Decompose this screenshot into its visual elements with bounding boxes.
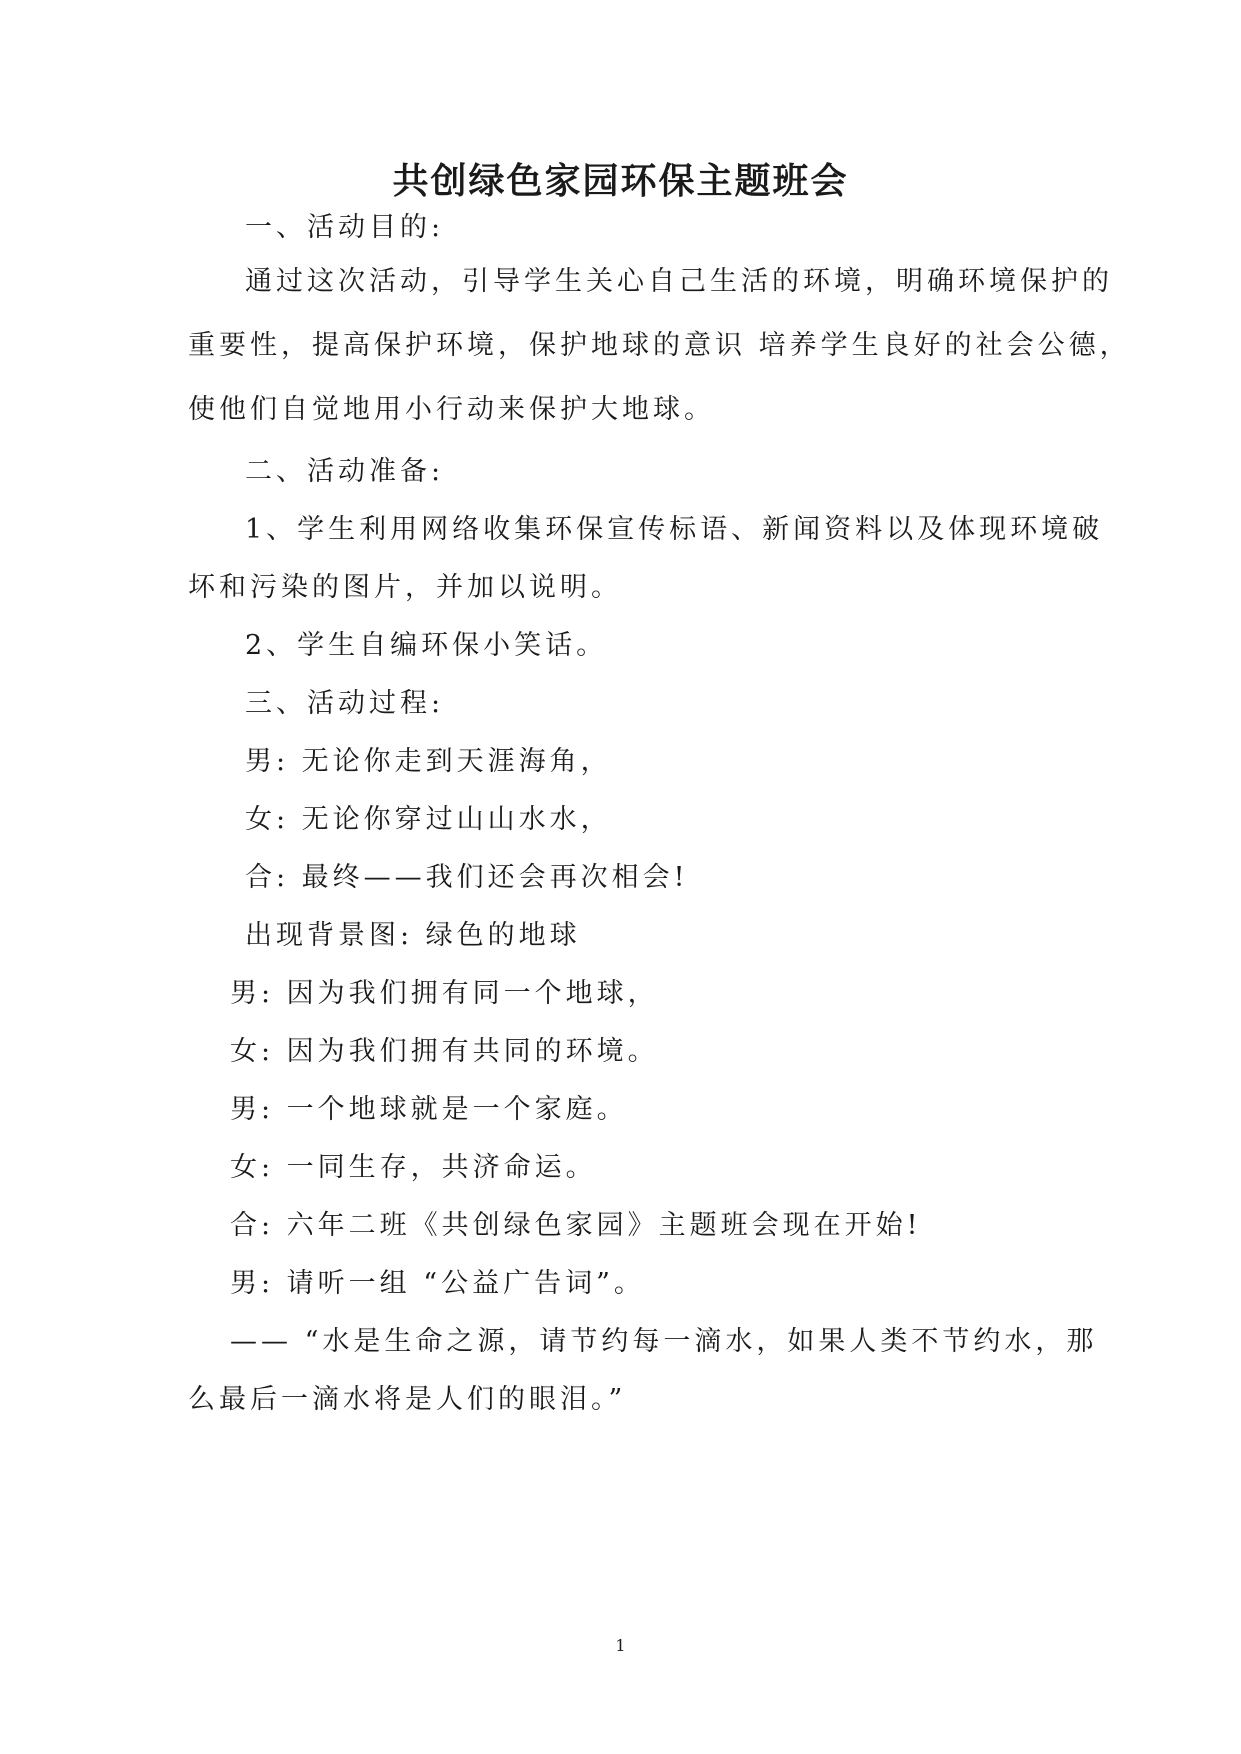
section-heading-process: 三、活动过程: [245,688,445,719]
paragraph-line: 2、学生自编环保小笑话。 [245,630,608,661]
paragraph-line: 通过这次活动，引导学生关心自己生活的环境，明确环境保护的 [245,266,1113,297]
dialogue-line: 男: 一个地球就是一个家庭。 [230,1094,628,1125]
dialogue-line: 女: 一同生存，共济命运。 [230,1152,597,1183]
dialogue-line: 合: 六年二班《共创绿色家园》主题班会现在开始! [230,1210,922,1241]
dialogue-line: 男: 因为我们拥有同一个地球， [230,978,659,1009]
document-title: 共创绿色家园环保主题班会 [392,161,849,202]
dialogue-line: 男: 无论你走到天涯海角， [245,746,612,777]
paragraph-line: 么最后一滴水将是人们的眼泪。” [188,1384,627,1415]
paragraph-line: 重要性，提高保护环境，保护地球的意识 培养学生良好的社会公德， [188,330,1131,361]
paragraph-line: 使他们自觉地用小行动来保护大地球。 [188,394,715,425]
dialogue-line: 合: 最终——我们还会再次相会! [245,862,689,893]
dialogue-line: 出现背景图: 绿色的地球 [245,920,581,951]
section-heading-purpose: 一、活动目的: [245,212,445,243]
dialogue-line: 女: 因为我们拥有共同的环境。 [230,1036,659,1067]
paragraph-line: 1、学生利用网络收集环保宣传标语、新闻资料以及体现环境破 [245,514,1104,545]
paragraph-line: 坏和污染的图片，并加以说明。 [188,572,622,603]
dialogue-line: 男: 请听一组 “公益广告词”。 [230,1268,645,1299]
paragraph-line: —— “水是生命之源，请节约每一滴水，如果人类不节约水，那 [230,1326,1098,1357]
page-number: 1 [615,1636,626,1655]
dialogue-line: 女: 无论你穿过山山水水， [245,804,612,835]
section-heading-preparation: 二、活动准备: [245,456,445,487]
